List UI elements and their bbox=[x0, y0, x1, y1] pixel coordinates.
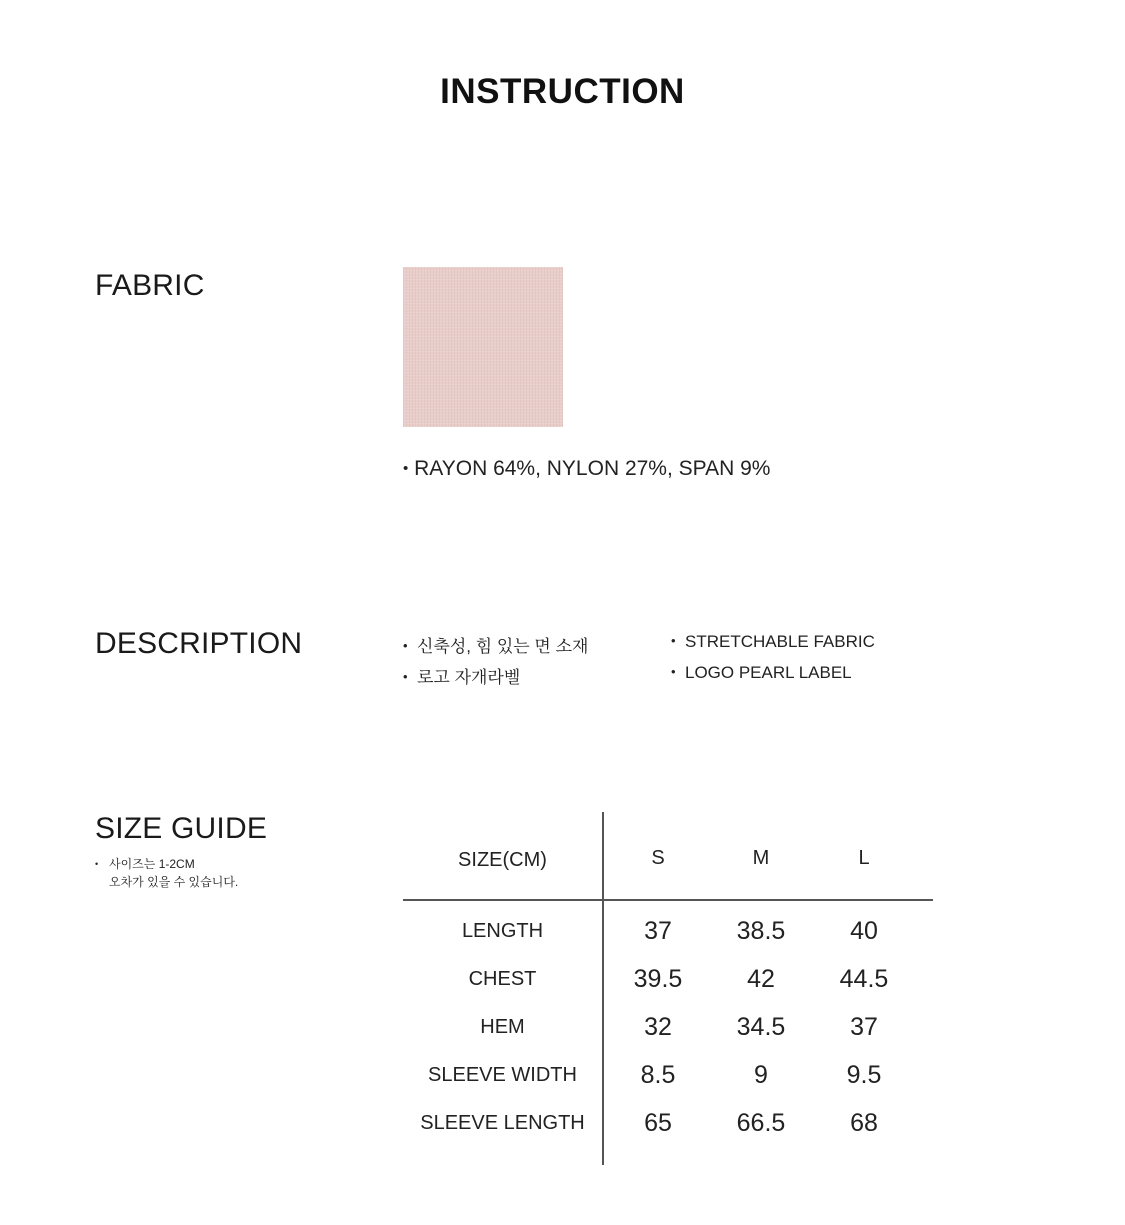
description-item-ko-1 bbox=[403, 632, 588, 657]
table-vertical-divider bbox=[602, 812, 604, 1165]
size-guide-heading: SIZE GUIDE bbox=[95, 812, 268, 845]
description-heading: DESCRIPTION bbox=[95, 627, 303, 660]
fabric-heading: FABRIC bbox=[95, 269, 205, 302]
size-cell: 34.5 bbox=[736, 1013, 786, 1041]
size-row-label: HEM bbox=[480, 1016, 525, 1038]
size-note-line: 사이즈는 1-2CM bbox=[109, 857, 195, 871]
description-item-en-1 bbox=[671, 632, 875, 652]
size-cell: 37 bbox=[644, 917, 672, 945]
description-text: 신축성, 힘 있는 면 소재 bbox=[417, 637, 589, 656]
size-row-label: SLEEVE WIDTH bbox=[428, 1064, 577, 1086]
description-item-ko-2 bbox=[403, 663, 520, 688]
size-column-header: L bbox=[858, 847, 870, 869]
bullet-icon: • bbox=[403, 460, 409, 477]
description-text: 로고 자개라벨 bbox=[417, 668, 521, 687]
bullet-icon: • bbox=[403, 638, 408, 653]
size-cell: 39.5 bbox=[633, 965, 683, 993]
size-cell: 44.5 bbox=[839, 965, 889, 993]
size-cell: 9.5 bbox=[846, 1061, 882, 1089]
size-cell: 68 bbox=[850, 1109, 878, 1137]
size-row-label: SLEEVE LENGTH bbox=[420, 1112, 585, 1134]
page-title: INSTRUCTION bbox=[440, 72, 685, 111]
size-table-header-label: SIZE(CM) bbox=[458, 849, 547, 871]
size-column-header: M bbox=[752, 847, 770, 869]
size-cell: 9 bbox=[754, 1061, 768, 1089]
size-cell: 8.5 bbox=[640, 1061, 676, 1089]
fabric-composition bbox=[403, 457, 770, 481]
description-item-en-2 bbox=[671, 663, 852, 683]
size-cell: 32 bbox=[644, 1013, 672, 1041]
table-horizontal-divider bbox=[403, 899, 933, 901]
size-note-line: 오차가 있을 수 있습니다. bbox=[109, 875, 239, 889]
fabric-composition-text: RAYON 64%, NYLON 27%, SPAN 9% bbox=[414, 457, 771, 480]
size-cell: 65 bbox=[644, 1109, 672, 1137]
size-cell: 37 bbox=[850, 1013, 878, 1041]
size-cell: 40 bbox=[850, 917, 878, 945]
size-cell: 38.5 bbox=[736, 917, 786, 945]
size-row-label: CHEST bbox=[468, 968, 537, 990]
description-text: LOGO PEARL LABEL bbox=[685, 663, 852, 682]
size-cell: 66.5 bbox=[736, 1109, 786, 1137]
bullet-icon: • bbox=[671, 633, 676, 648]
bullet-icon: • bbox=[671, 664, 676, 679]
size-guide-note bbox=[95, 855, 238, 891]
description-text: STRETCHABLE FABRIC bbox=[685, 632, 875, 651]
size-cell: 42 bbox=[747, 965, 775, 993]
bullet-icon: • bbox=[403, 669, 408, 684]
bullet-icon: • bbox=[95, 859, 99, 869]
fabric-swatch bbox=[403, 267, 563, 427]
size-row-label: LENGTH bbox=[461, 920, 544, 942]
size-column-header: S bbox=[651, 847, 665, 869]
